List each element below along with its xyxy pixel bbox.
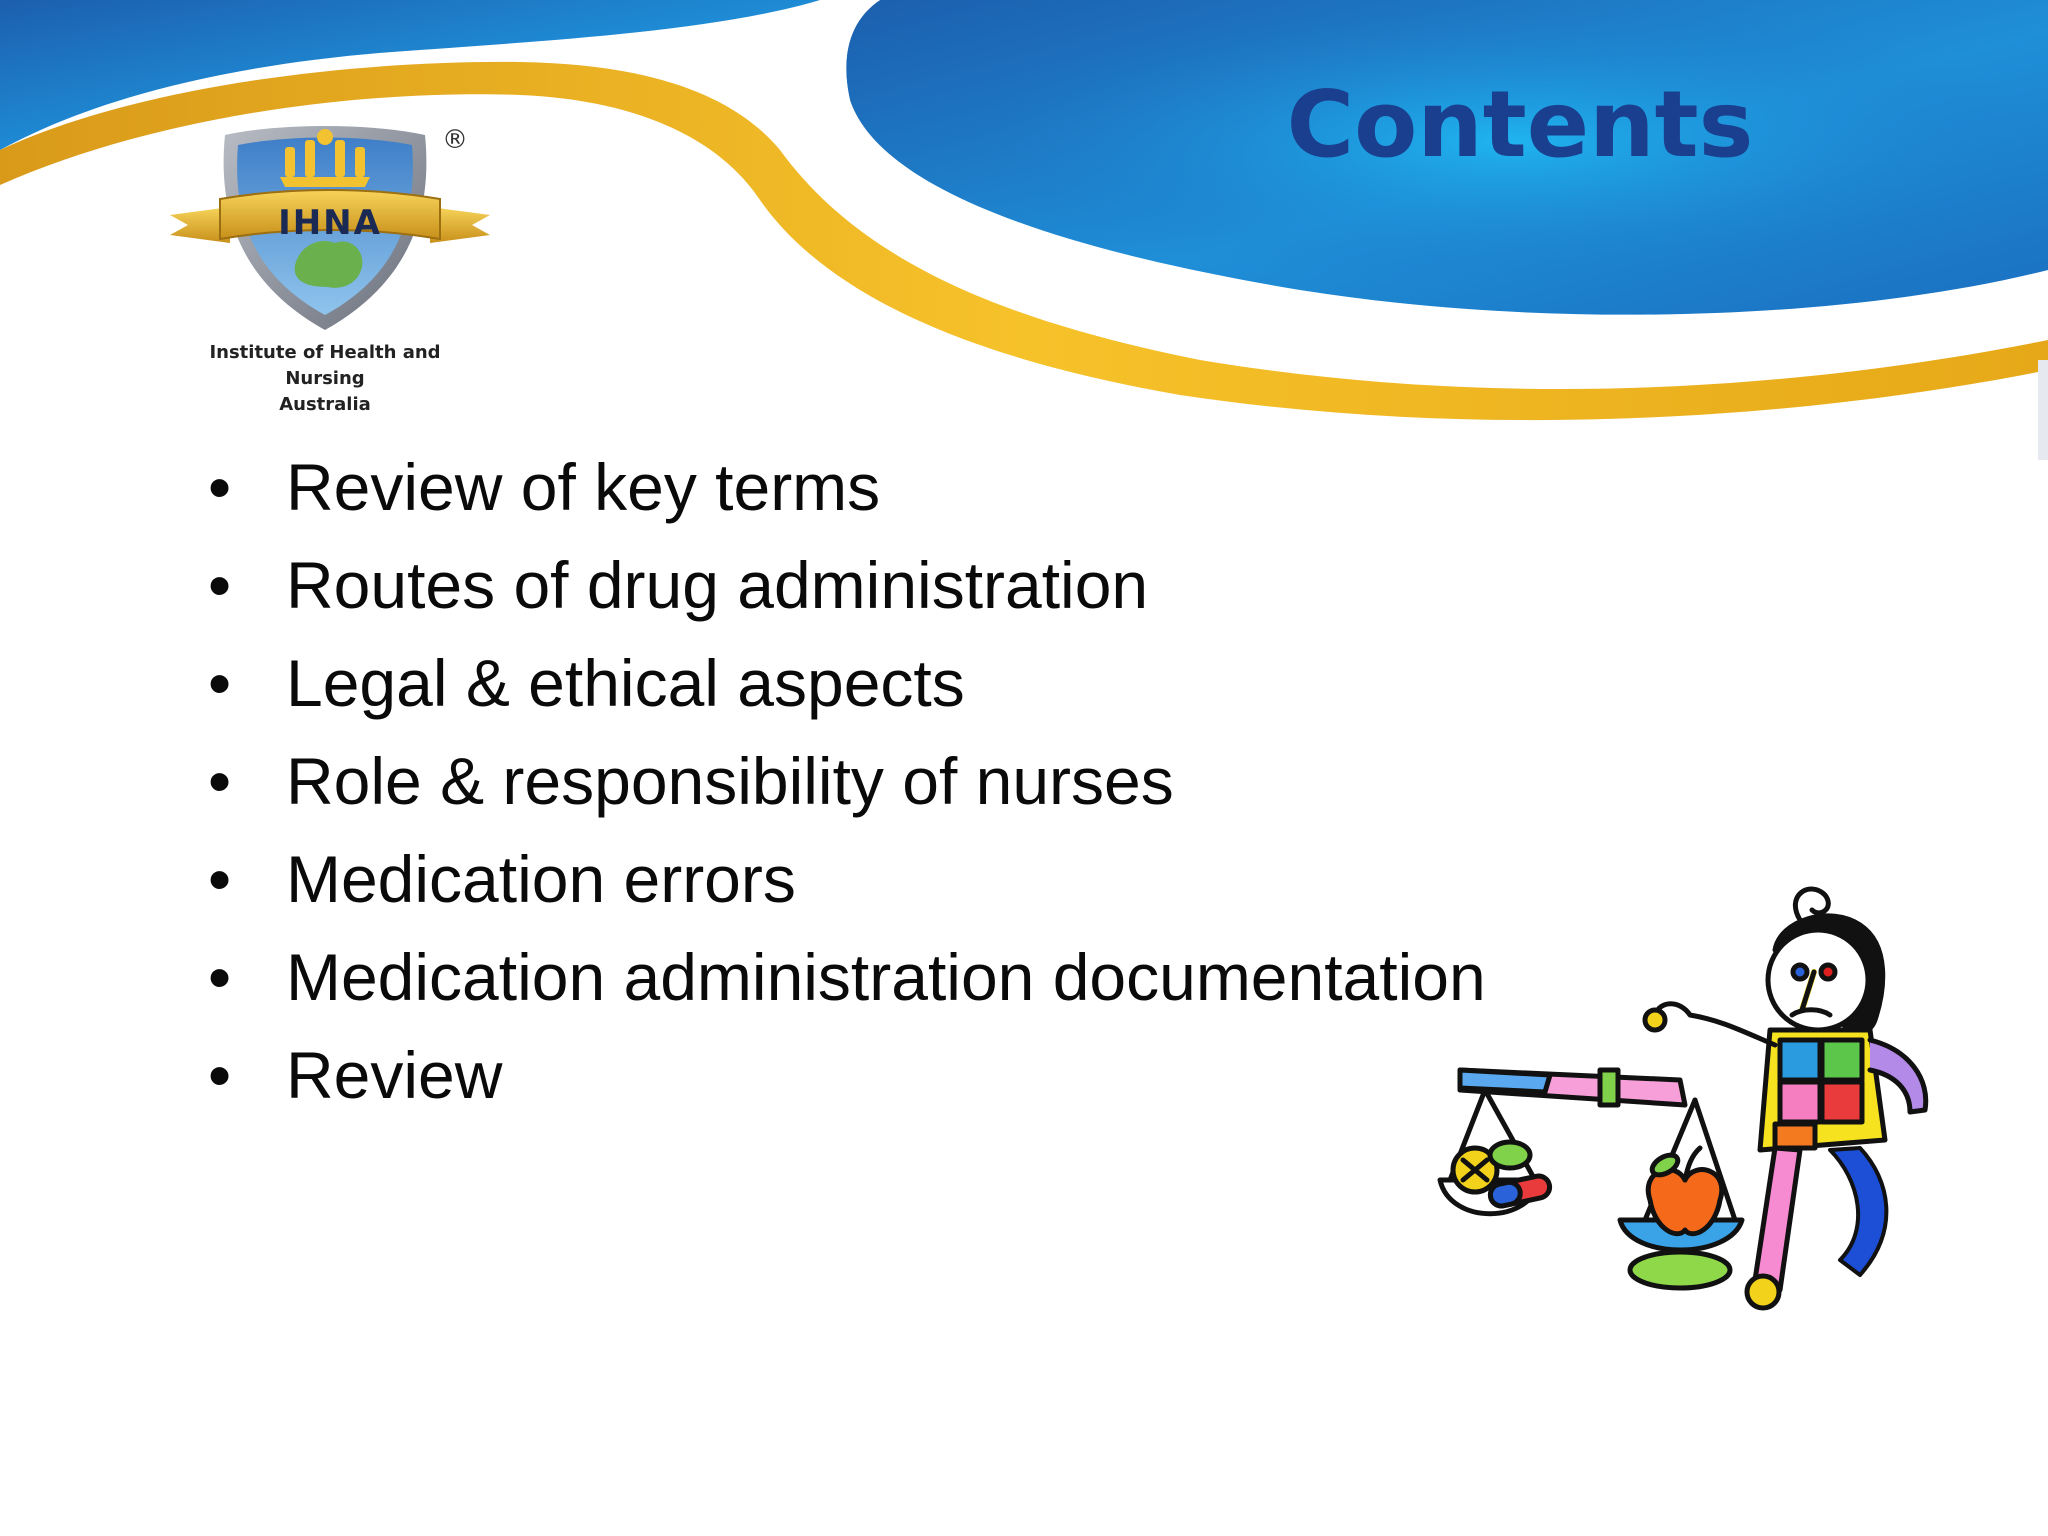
list-item-text: Role & responsibility of nurses [286,744,1174,818]
list-item [200,928,1486,1026]
list-item-text: Medication errors [286,842,796,916]
slide-title: Contents [1286,71,1754,178]
list-item [200,732,1486,830]
list-item-text: Routes of drug administration [286,548,1149,622]
logo-banner-text: IHNA [278,203,382,243]
ihna-logo [170,115,490,415]
list-item [200,830,1486,928]
list-item-text: Medication administration documentation [286,940,1486,1014]
bullet-icon: • [208,646,232,720]
bullet-icon: • [208,1038,232,1112]
list-item-text: Review [286,1038,503,1112]
logo-caption [170,340,480,418]
logo-caption-line2: Australia [279,394,371,415]
list-item [200,536,1486,634]
list-item [200,438,1486,536]
bullet-icon: • [208,940,232,1014]
contents-list [200,438,1486,1124]
list-item [200,634,1486,732]
logo-caption-line1: Institute of Health and Nursing [209,342,441,389]
list-item [200,1026,1486,1124]
list-item-text: Review of key terms [286,450,881,524]
bullet-icon: • [208,842,232,916]
bullet-icon: • [208,450,232,524]
bullet-icon: • [208,744,232,818]
registered-trademark-mark: ® [442,125,468,155]
bullet-icon: • [208,548,232,622]
list-item-text: Legal & ethical aspects [286,646,965,720]
person-holding-scale-icon [1430,880,1990,1340]
